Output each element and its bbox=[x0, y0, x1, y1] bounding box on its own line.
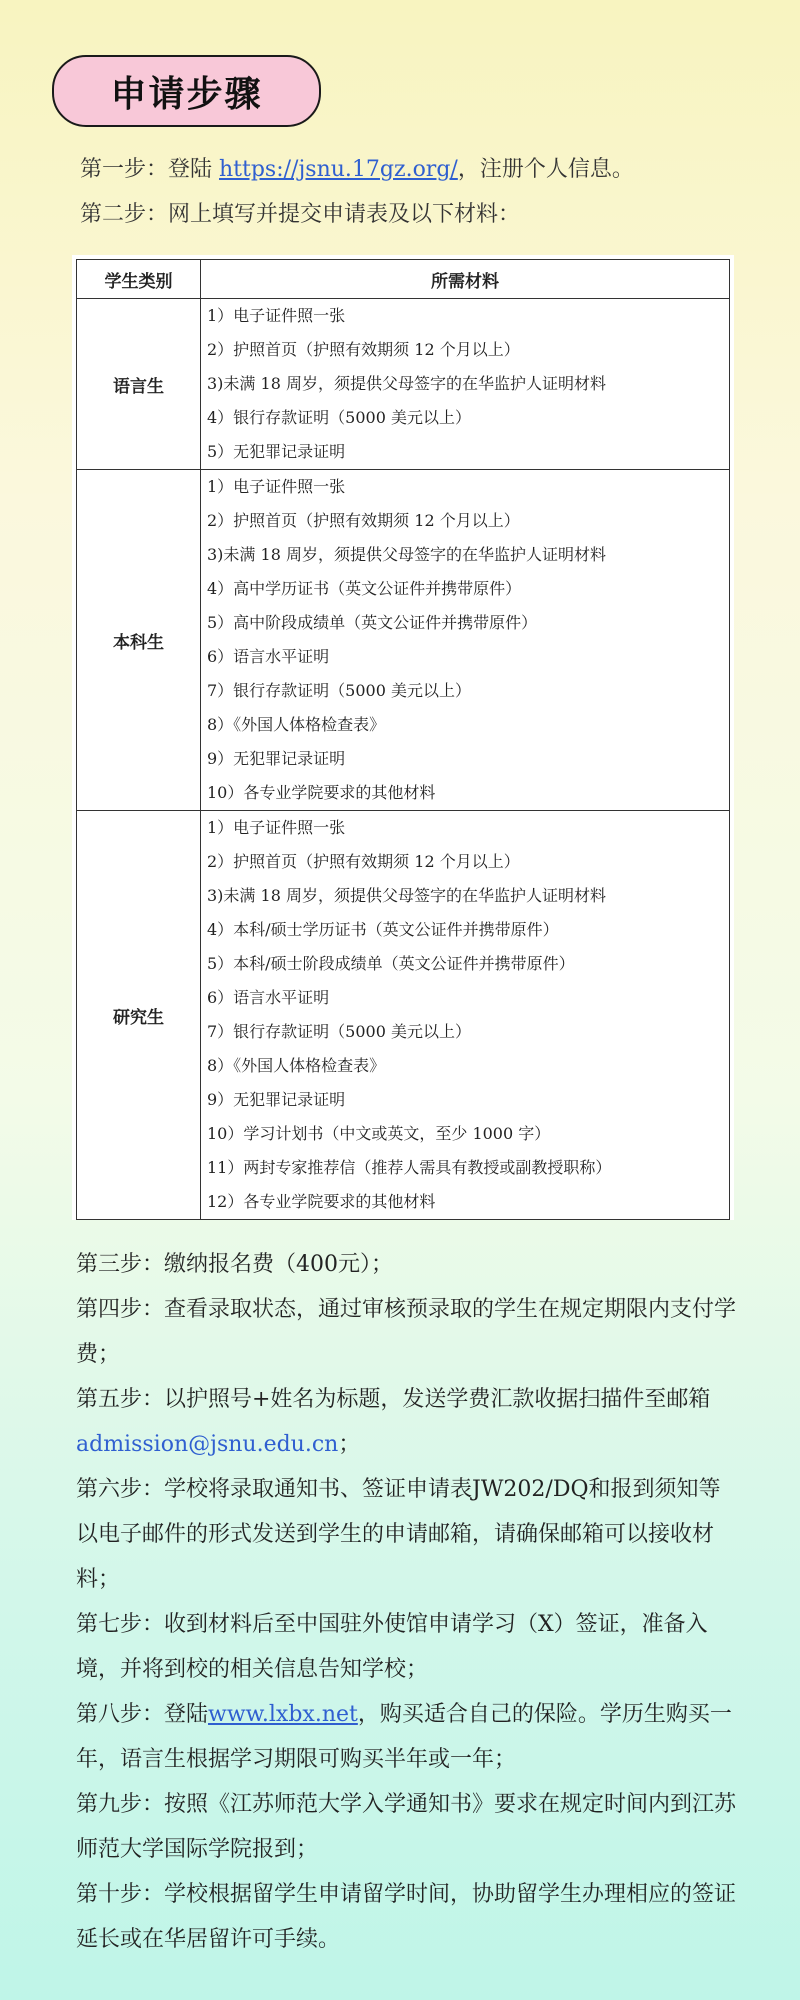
materials-cell bbox=[201, 811, 730, 1220]
step10: 第十步：学校根据留学生申请留学时间，协助留学生办理相应的签证延长或在华居留许可手续。 bbox=[76, 1882, 737, 1952]
step8-prefix: 第八步：登陆 bbox=[76, 1702, 209, 1727]
material-item: 2）护照首页（护照有效期须 12 个月以上） bbox=[207, 340, 520, 359]
material-item: 9）无犯罪记录证明 bbox=[207, 1090, 346, 1109]
step8 bbox=[76, 1692, 736, 1782]
material-item: 4）银行存款证明（5000 美元以上） bbox=[207, 408, 471, 427]
step5-prefix: 第五步：以护照号+姓名为标题，发送学费汇款收据扫描件至邮箱 bbox=[76, 1387, 711, 1412]
step8-suffix: ，购买适合自己的保险。学历生购买一年，语言生根据学习期限可购买半年或一年； bbox=[76, 1702, 732, 1772]
materials-table-card bbox=[72, 255, 734, 1220]
material-item: 8）《外国人体格检查表》 bbox=[207, 1056, 386, 1075]
table-header-row bbox=[77, 260, 730, 299]
step1-prefix: 第一步：登陆 bbox=[80, 157, 219, 182]
material-item: 8）《外国人体格检查表》 bbox=[207, 715, 386, 734]
admission-email-link[interactable]: admission@jsnu.edu.cn bbox=[76, 1432, 339, 1457]
step3: 第三步：缴纳报名费（400元）； bbox=[76, 1252, 393, 1277]
material-item: 5）高中阶段成绩单（英文公证件并携带原件） bbox=[207, 613, 538, 632]
material-item: 5）无犯罪记录证明 bbox=[207, 442, 346, 461]
material-item: 10）学习计划书（中文或英文，至少 1000 字） bbox=[207, 1124, 551, 1143]
material-item: 1）电子证件照一张 bbox=[207, 306, 346, 325]
materials-table bbox=[76, 259, 730, 1220]
header-materials: 所需材料 bbox=[201, 260, 730, 299]
step9: 第九步：按照《江苏师范大学入学通知书》要求在规定时间内到江苏师范大学国际学院报到； bbox=[76, 1792, 737, 1862]
material-item: 3)未满 18 周岁，须提供父母签字的在华监护人证明材料 bbox=[207, 545, 606, 564]
material-item: 9）无犯罪记录证明 bbox=[207, 749, 346, 768]
steps-list bbox=[76, 1242, 736, 1962]
table-row-undergraduate bbox=[77, 470, 730, 811]
material-item: 6）语言水平证明 bbox=[207, 988, 330, 1007]
material-item: 11）两封专家推荐信（推荐人需具有教授或副教授职称） bbox=[207, 1158, 612, 1177]
material-item: 2）护照首页（护照有效期须 12 个月以上） bbox=[207, 511, 520, 530]
step1-suffix: ，注册个人信息。 bbox=[457, 157, 634, 182]
category-cell: 语言生 bbox=[77, 299, 201, 470]
step6: 第六步：学校将录取通知书、签证申请表JW202/DQ和报到须知等以电子邮件的形式发送到学生的申请邮箱，请确保邮箱可以接收材料； bbox=[76, 1477, 721, 1592]
header-category: 学生类别 bbox=[77, 260, 201, 299]
material-item: 7）银行存款证明（5000 美元以上） bbox=[207, 681, 471, 700]
material-item: 3)未满 18 周岁，须提供父母签字的在华监护人证明材料 bbox=[207, 374, 606, 393]
material-item: 5）本科/硕士阶段成绩单（英文公证件并携带原件） bbox=[207, 954, 575, 973]
table-row-graduate bbox=[77, 811, 730, 1220]
material-item: 2）护照首页（护照有效期须 12 个月以上） bbox=[207, 852, 520, 871]
material-item: 4）本科/硕士学历证书（英文公证件并携带原件） bbox=[207, 920, 559, 939]
materials-cell bbox=[201, 299, 730, 470]
step4: 第四步：查看录取状态，通过审核预录取的学生在规定期限内支付学费； bbox=[76, 1297, 737, 1367]
step2-line: 第二步：网上填写并提交申请表及以下材料： bbox=[80, 202, 521, 227]
material-item: 10）各专业学院要求的其他材料 bbox=[207, 783, 436, 802]
materials-cell bbox=[201, 470, 730, 811]
step5-suffix: ； bbox=[338, 1432, 361, 1457]
material-item: 3)未满 18 周岁，须提供父母签字的在华监护人证明材料 bbox=[207, 886, 606, 905]
material-item: 1）电子证件照一张 bbox=[207, 818, 346, 837]
step5 bbox=[76, 1377, 736, 1467]
step7: 第七步：收到材料后至中国驻外使馆申请学习（X）签证，准备入境，并将到校的相关信息告知学校； bbox=[76, 1612, 708, 1682]
material-item: 4）高中学历证书（英文公证件并携带原件） bbox=[207, 579, 522, 598]
category-cell: 研究生 bbox=[77, 811, 201, 1220]
register-link[interactable]: https://jsnu.17gz.org/ bbox=[219, 157, 458, 182]
material-item: 12）各专业学院要求的其他材料 bbox=[207, 1192, 436, 1211]
category-cell: 本科生 bbox=[77, 470, 201, 811]
table-row-language bbox=[77, 299, 730, 470]
material-item: 7）银行存款证明（5000 美元以上） bbox=[207, 1022, 471, 1041]
insurance-link[interactable]: www.lxbx.net bbox=[208, 1702, 358, 1727]
material-item: 1）电子证件照一张 bbox=[207, 477, 346, 496]
material-item: 6）语言水平证明 bbox=[207, 647, 330, 666]
page-title: 申请步骤 bbox=[52, 55, 321, 127]
step1-line bbox=[80, 152, 634, 183]
